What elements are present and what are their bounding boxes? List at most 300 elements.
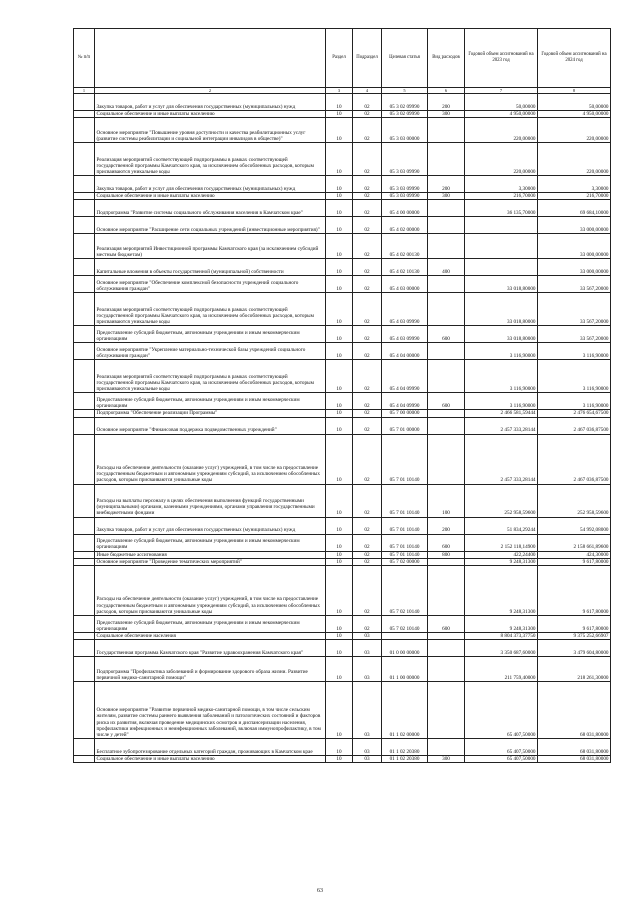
row-number <box>74 656 95 681</box>
row-razdel: 10 <box>326 755 353 762</box>
budget-table <box>73 28 611 763</box>
row-amount-2024: 4 950,00000 <box>538 111 611 118</box>
row-amount-2023: 216,70000 <box>465 193 538 200</box>
row-podrazdel: 02 <box>353 200 382 217</box>
header-2024: Годовой объем ассигнований на 2024 год <box>538 29 611 88</box>
row-number <box>74 326 95 343</box>
row-amount-2023: 2 457 333,28144 <box>465 417 538 434</box>
row-razdel: 10 <box>326 234 353 259</box>
row-amount-2024: 68 031,80000 <box>538 738 611 755</box>
row-amount-2023: 36 135,70000 <box>465 200 538 217</box>
row-podrazdel: 03 <box>353 755 382 762</box>
row-podrazdel: 02 <box>353 393 382 410</box>
row-podrazdel: 02 <box>353 293 382 326</box>
row-razdel: 10 <box>326 193 353 200</box>
row-amount-2024: 220,00000 <box>538 143 611 176</box>
row-csr: 05 3 03 09990 <box>382 193 428 200</box>
table-row <box>74 293 611 326</box>
row-amount-2024: 50,00000 <box>538 94 611 111</box>
row-csr: 05 3 03 09990 <box>382 143 428 176</box>
colnum-2: 2 <box>95 88 326 94</box>
row-number <box>74 176 95 193</box>
row-vr <box>428 293 465 326</box>
header-name <box>95 29 326 88</box>
row-amount-2023: 50,00000 <box>465 94 538 111</box>
row-podrazdel: 02 <box>353 176 382 193</box>
row-amount-2023: 3 116,90000 <box>465 393 538 410</box>
row-razdel: 10 <box>326 632 353 639</box>
row-razdel: 10 <box>326 639 353 656</box>
row-vr: 300 <box>428 193 465 200</box>
row-razdel: 10 <box>326 111 353 118</box>
row-amount-2024: 9 375 252,66907 <box>538 632 611 639</box>
row-csr: 05 7 00 00000 <box>382 410 428 417</box>
row-csr: 05 3 03 09990 <box>382 176 428 193</box>
table-row <box>74 632 611 639</box>
table-row <box>74 200 611 217</box>
colnum-8: 8 <box>538 88 611 94</box>
header-num: № п/п <box>74 29 95 88</box>
row-amount-2024: 33 567,20000 <box>538 293 611 326</box>
row-razdel: 10 <box>326 551 353 558</box>
row-podrazdel: 02 <box>353 111 382 118</box>
row-razdel: 10 <box>326 434 353 484</box>
row-vr: 600 <box>428 326 465 343</box>
row-name: Основное мероприятие "Развитие первичной медико-санитарной помощи, в том числе сельским жителям, развитие системы раннего выявления заболеваний и патологических состояний и факторов риска их развития, включая проведение медицинских осмотров и диспансеризации населения, профилактики инфекционных и неинфекционных заболеваний, включая иммунопрофилактику, в том числе у детей" <box>95 681 326 738</box>
row-razdel: 10 <box>326 200 353 217</box>
row-number <box>74 738 95 755</box>
row-podrazdel: 02 <box>353 360 382 393</box>
row-vr <box>428 143 465 176</box>
row-podrazdel: 02 <box>353 565 382 615</box>
row-amount-2024: 3 116,90000 <box>538 360 611 393</box>
row-name: Расходы на выплаты персоналу в целях обеспечения выполнения функций государственными (муниципальными) органами, казенными учреждениями, органами управления государственными внебюджетными фондами <box>95 484 326 517</box>
row-amount-2024: 33 000,00000 <box>538 217 611 234</box>
row-name: Реализация мероприятий Инвестиционной программы Камчатского края (за исключением субсидий местным бюджетам) <box>95 234 326 259</box>
row-amount-2023: 2 466 581,59444 <box>465 410 538 417</box>
row-name: Капитальные вложения в объекты государственной (муниципальной) собственности <box>95 259 326 276</box>
row-csr: 05 4 04 09990 <box>382 393 428 410</box>
row-razdel: 10 <box>326 94 353 111</box>
row-razdel: 10 <box>326 738 353 755</box>
row-csr: 01 1 02 00000 <box>382 681 428 738</box>
row-number <box>74 558 95 565</box>
row-amount-2023: 8 804 373,37750 <box>465 632 538 639</box>
table-row <box>74 434 611 484</box>
row-vr <box>428 200 465 217</box>
row-amount-2024: 33 567,20000 <box>538 276 611 293</box>
row-amount-2024: 33 000,00000 <box>538 259 611 276</box>
row-number <box>74 517 95 534</box>
table-body <box>74 94 611 763</box>
table-row <box>74 534 611 551</box>
row-csr: 01 0 00 00000 <box>382 639 428 656</box>
row-amount-2023: 2 152 118,14900 <box>465 534 538 551</box>
row-podrazdel: 03 <box>353 639 382 656</box>
row-amount-2024: 3 116,90000 <box>538 393 611 410</box>
row-csr: 05 7 01 10140 <box>382 534 428 551</box>
row-amount-2023: 2 457 333,28144 <box>465 434 538 484</box>
row-csr: 01 1 02 20380 <box>382 755 428 762</box>
row-name: Социальное обеспечение и иные выплаты населению <box>95 755 326 762</box>
row-vr <box>428 360 465 393</box>
row-name: Расходы на обеспечение деятельности (оказание услуг) учреждений, в том числе на предоставление государственным бюджетным и автономным учреждениям субсидий, за исключением обособленных расходов, которым присваиваются уникальные коды <box>95 434 326 484</box>
row-name: Реализация мероприятий соответствующей подпрограммы в рамках соответствующей государственной программы Камчатского края, за исключением обособленных расходов, которым присваиваются уникальные коды <box>95 293 326 326</box>
row-name: Реализация мероприятий соответствующей подпрограммы в рамках соответствующей государственной программы Камчатского края, за исключением обособленных расходов, которым присваиваются уникальные коды <box>95 360 326 393</box>
row-razdel: 10 <box>326 326 353 343</box>
table-row <box>74 639 611 656</box>
row-vr <box>428 656 465 681</box>
row-podrazdel: 02 <box>353 517 382 534</box>
row-name: Реализация мероприятий соответствующей подпрограммы в рамках соответствующей государственной программы Камчатского края, за исключением обособленных расходов, которым присваиваются уникальные коды <box>95 143 326 176</box>
row-podrazdel: 02 <box>353 217 382 234</box>
row-vr <box>428 565 465 615</box>
row-name: Предоставление субсидий бюджетным, автономным учреждениям и иным некоммерческим организациям <box>95 393 326 410</box>
row-amount-2024: 54 992,08000 <box>538 517 611 534</box>
row-podrazdel: 02 <box>353 94 382 111</box>
row-razdel: 10 <box>326 259 353 276</box>
row-amount-2023: 9 248,31300 <box>465 558 538 565</box>
row-amount-2023: 3,30000 <box>465 176 538 193</box>
table-row <box>74 615 611 632</box>
row-amount-2023: 33 018,80000 <box>465 276 538 293</box>
row-vr <box>428 632 465 639</box>
table-row <box>74 176 611 193</box>
table-row <box>74 276 611 293</box>
table-row <box>74 111 611 118</box>
header-razdel: Раздел <box>326 29 353 88</box>
table-row <box>74 234 611 259</box>
row-amount-2023: 33 018,80000 <box>465 326 538 343</box>
table-row <box>74 558 611 565</box>
row-razdel: 10 <box>326 343 353 360</box>
row-amount-2024: 9 617,80000 <box>538 558 611 565</box>
row-number <box>74 234 95 259</box>
row-amount-2023: 9 248,31300 <box>465 565 538 615</box>
page-number: 63 <box>317 888 323 894</box>
row-amount-2023 <box>465 234 538 259</box>
table-row <box>74 393 611 410</box>
row-vr: 600 <box>428 534 465 551</box>
row-amount-2024: 2 158 661,89600 <box>538 534 611 551</box>
row-podrazdel: 02 <box>353 143 382 176</box>
row-amount-2023: 65 407,50000 <box>465 681 538 738</box>
row-razdel: 10 <box>326 656 353 681</box>
row-podrazdel: 02 <box>353 558 382 565</box>
row-amount-2024: 9 617,80000 <box>538 615 611 632</box>
row-razdel: 10 <box>326 276 353 293</box>
row-amount-2024: 68 031,80000 <box>538 755 611 762</box>
row-number <box>74 293 95 326</box>
row-podrazdel: 02 <box>353 417 382 434</box>
row-amount-2023: 211 759,40000 <box>465 656 538 681</box>
row-vr: 400 <box>428 259 465 276</box>
row-csr: 05 4 04 00000 <box>382 343 428 360</box>
row-amount-2024: 69 684,10000 <box>538 200 611 217</box>
row-razdel: 10 <box>326 484 353 517</box>
row-name: Закупка товаров, работ и услуг для обеспечения государственных (муниципальных) нужд <box>95 517 326 534</box>
row-csr: 05 7 02 10140 <box>382 615 428 632</box>
row-amount-2023: 3 116,90000 <box>465 343 538 360</box>
row-amount-2024: 424,30000 <box>538 551 611 558</box>
table-row <box>74 656 611 681</box>
row-csr: 01 1 02 20380 <box>382 738 428 755</box>
row-razdel: 10 <box>326 417 353 434</box>
table-row <box>74 217 611 234</box>
row-razdel: 10 <box>326 615 353 632</box>
row-podrazdel: 02 <box>353 118 382 143</box>
row-name: Государственная программа Камчатского края "Развитие здравоохранения Камчатского края" <box>95 639 326 656</box>
table-row <box>74 681 611 738</box>
row-number <box>74 615 95 632</box>
row-podrazdel: 02 <box>353 234 382 259</box>
table-row <box>74 551 611 558</box>
row-podrazdel: 02 <box>353 551 382 558</box>
row-amount-2024: 33 000,00000 <box>538 234 611 259</box>
row-amount-2024: 218 261,30000 <box>538 656 611 681</box>
row-number <box>74 193 95 200</box>
row-csr: 05 4 00 00000 <box>382 200 428 217</box>
row-razdel: 10 <box>326 534 353 551</box>
row-amount-2024: 68 031,80000 <box>538 681 611 738</box>
row-amount-2024: 2 467 036,87500 <box>538 417 611 434</box>
table-row <box>74 118 611 143</box>
row-name: Бесплатное зубопротезирование отдельных категорий граждан, проживающих в Камчатском крае <box>95 738 326 755</box>
row-csr <box>382 632 428 639</box>
row-number <box>74 434 95 484</box>
row-name: Иные бюджетные ассигнования <box>95 551 326 558</box>
row-csr: 05 4 04 09990 <box>382 360 428 393</box>
row-podrazdel: 03 <box>353 681 382 738</box>
row-csr: 01 1 00 00000 <box>382 656 428 681</box>
row-amount-2023: 51 834,29244 <box>465 517 538 534</box>
row-number <box>74 111 95 118</box>
table-row <box>74 517 611 534</box>
row-amount-2023: 33 018,80000 <box>465 293 538 326</box>
row-vr <box>428 217 465 234</box>
header-vr: Вид расходов <box>428 29 465 88</box>
row-name: Расходы на обеспечение деятельности (оказание услуг) учреждений, в том числе на предоставление государственным бюджетным и автономным учреждениям субсидий, за исключением обособленных расходов, которым присваиваются уникальные коды <box>95 565 326 615</box>
row-amount-2024: 9 617,80000 <box>538 565 611 615</box>
row-vr <box>428 118 465 143</box>
row-name: Закупка товаров, работ и услуг для обеспечения государственных (муниципальных) нужд <box>95 94 326 111</box>
header-row <box>74 29 611 88</box>
row-amount-2023: 4 950,00000 <box>465 111 538 118</box>
row-name: Основное мероприятие "Расширение сети социальных учреждений (инвестиционные мероприятия)" <box>95 217 326 234</box>
row-csr: 05 3 02 09990 <box>382 94 428 111</box>
row-vr: 300 <box>428 755 465 762</box>
table-row <box>74 193 611 200</box>
row-vr <box>428 738 465 755</box>
row-number <box>74 94 95 111</box>
row-podrazdel: 02 <box>353 534 382 551</box>
row-razdel: 10 <box>326 143 353 176</box>
row-podrazdel: 03 <box>353 738 382 755</box>
table-row <box>74 343 611 360</box>
row-razdel: 10 <box>326 293 353 326</box>
row-podrazdel: 02 <box>353 410 382 417</box>
row-number <box>74 343 95 360</box>
row-podrazdel: 03 <box>353 656 382 681</box>
row-csr: 05 7 01 10140 <box>382 484 428 517</box>
row-vr: 600 <box>428 393 465 410</box>
colnum-5: 5 <box>382 88 428 94</box>
row-number <box>74 551 95 558</box>
row-name: Социальное обеспечение и иные выплаты населению <box>95 193 326 200</box>
row-vr: 200 <box>428 94 465 111</box>
row-vr <box>428 681 465 738</box>
row-razdel: 10 <box>326 558 353 565</box>
row-razdel: 10 <box>326 176 353 193</box>
row-name: Основное мероприятие "Обеспечение комплексной безопасности учреждений социального обслуживания граждан" <box>95 276 326 293</box>
row-csr: 05 4 03 00000 <box>382 276 428 293</box>
row-amount-2024: 33 567,20000 <box>538 326 611 343</box>
row-csr: 05 7 02 10140 <box>382 565 428 615</box>
row-podrazdel: 02 <box>353 434 382 484</box>
row-razdel: 10 <box>326 517 353 534</box>
row-name: Предоставление субсидий бюджетным, автономным учреждениям и иным некоммерческим организациям <box>95 326 326 343</box>
row-csr: 05 7 02 00000 <box>382 558 428 565</box>
row-vr: 600 <box>428 615 465 632</box>
row-razdel: 10 <box>326 217 353 234</box>
table-row <box>74 410 611 417</box>
row-amount-2024: 252 958,59600 <box>538 484 611 517</box>
row-csr: 05 7 01 10140 <box>382 434 428 484</box>
row-csr: 05 3 03 00000 <box>382 118 428 143</box>
row-csr: 05 4 02 00130 <box>382 234 428 259</box>
row-razdel: 10 <box>326 393 353 410</box>
row-number <box>74 200 95 217</box>
row-vr <box>428 276 465 293</box>
row-number <box>74 681 95 738</box>
row-vr <box>428 343 465 360</box>
row-amount-2023: 65 407,50000 <box>465 738 538 755</box>
row-number <box>74 632 95 639</box>
row-number <box>74 360 95 393</box>
row-amount-2024: 3,30000 <box>538 176 611 193</box>
row-name: Основное мероприятие "Укрепление материально-технической базы учреждений социального обслуживания граждан" <box>95 343 326 360</box>
row-number <box>74 143 95 176</box>
table-row <box>74 94 611 111</box>
table-row <box>74 326 611 343</box>
table-row <box>74 755 611 762</box>
row-razdel: 10 <box>326 681 353 738</box>
row-number <box>74 484 95 517</box>
colnum-7: 7 <box>465 88 538 94</box>
colnum-4: 4 <box>353 88 382 94</box>
row-vr: 100 <box>428 484 465 517</box>
row-number <box>74 565 95 615</box>
row-csr: 05 4 02 00000 <box>382 217 428 234</box>
row-amount-2023: 65 407,50000 <box>465 755 538 762</box>
colnum-6: 6 <box>428 88 465 94</box>
row-number <box>74 118 95 143</box>
row-vr: 300 <box>428 111 465 118</box>
row-amount-2023: 220,00000 <box>465 118 538 143</box>
row-csr: 05 7 01 10140 <box>382 517 428 534</box>
row-podrazdel: 02 <box>353 615 382 632</box>
header-csr: Целевая статья <box>382 29 428 88</box>
colnum-3: 3 <box>326 88 353 94</box>
row-podrazdel: 02 <box>353 326 382 343</box>
row-amount-2023: 9 248,31300 <box>465 615 538 632</box>
row-number <box>74 217 95 234</box>
row-amount-2023: 422,24400 <box>465 551 538 558</box>
row-vr <box>428 234 465 259</box>
row-amount-2024: 216,70000 <box>538 193 611 200</box>
table-row <box>74 417 611 434</box>
row-name: Основное мероприятие "Финансовая поддержка подведомственных учреждений" <box>95 417 326 434</box>
row-name: Предоставление субсидий бюджетным, автономным учреждениям и иным некоммерческим организациям <box>95 615 326 632</box>
row-amount-2023: 3 350 687,60000 <box>465 639 538 656</box>
row-name: Подпрограмма "Развитие системы социального обслуживания населения в Камчатском крае" <box>95 200 326 217</box>
row-csr: 05 4 03 09990 <box>382 293 428 326</box>
row-vr: 200 <box>428 517 465 534</box>
row-name: Социальное обеспечение и иные выплаты населению <box>95 111 326 118</box>
row-podrazdel: 02 <box>353 259 382 276</box>
row-number <box>74 276 95 293</box>
row-razdel: 10 <box>326 118 353 143</box>
row-amount-2023 <box>465 259 538 276</box>
row-amount-2023 <box>465 217 538 234</box>
row-vr <box>428 410 465 417</box>
table-row <box>74 259 611 276</box>
row-name: Социальное обеспечение населения <box>95 632 326 639</box>
row-razdel: 10 <box>326 360 353 393</box>
row-number <box>74 410 95 417</box>
row-amount-2024: 220,00000 <box>538 118 611 143</box>
row-name: Закупка товаров, работ и услуг для обеспечения государственных (муниципальных) нужд <box>95 176 326 193</box>
row-csr: 05 7 01 00000 <box>382 417 428 434</box>
row-amount-2024: 2 476 654,67500 <box>538 410 611 417</box>
row-number <box>74 393 95 410</box>
row-csr: 05 3 02 09990 <box>382 111 428 118</box>
row-podrazdel: 02 <box>353 484 382 517</box>
row-name: Подпрограмма "Обеспечение реализации Программы" <box>95 410 326 417</box>
table-row <box>74 360 611 393</box>
row-amount-2023: 252 958,59600 <box>465 484 538 517</box>
row-number <box>74 534 95 551</box>
row-vr <box>428 558 465 565</box>
row-number <box>74 639 95 656</box>
row-podrazdel: 02 <box>353 276 382 293</box>
row-name: Подпрограмма "Профилактика заболеваний и формирование здорового образа жизни. Развитие первичной медико-санитарной помощи" <box>95 656 326 681</box>
header-2023: Годовой объем ассигнований на 2023 год <box>465 29 538 88</box>
row-vr: 800 <box>428 551 465 558</box>
row-csr: 05 4 03 09990 <box>382 326 428 343</box>
row-number <box>74 755 95 762</box>
colnum-1: 1 <box>74 88 95 94</box>
table-row <box>74 565 611 615</box>
row-razdel: 10 <box>326 410 353 417</box>
row-amount-2023: 3 116,90000 <box>465 360 538 393</box>
row-podrazdel: 02 <box>353 193 382 200</box>
row-amount-2024: 3 479 604,80000 <box>538 639 611 656</box>
row-vr <box>428 639 465 656</box>
row-number <box>74 417 95 434</box>
row-vr <box>428 417 465 434</box>
row-amount-2024: 3 116,90000 <box>538 343 611 360</box>
row-csr: 05 4 02 10130 <box>382 259 428 276</box>
table-row <box>74 484 611 517</box>
row-vr <box>428 434 465 484</box>
row-amount-2024: 2 467 036,87500 <box>538 434 611 484</box>
row-podrazdel: 02 <box>353 343 382 360</box>
table-row <box>74 143 611 176</box>
row-number <box>74 259 95 276</box>
row-podrazdel: 03 <box>353 632 382 639</box>
row-name: Основное мероприятие "Проведение тематических мероприятий" <box>95 558 326 565</box>
